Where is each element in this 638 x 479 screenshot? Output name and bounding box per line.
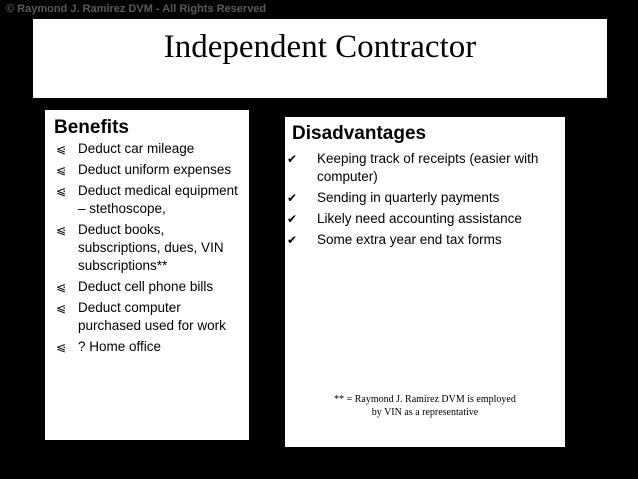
list-item [55,278,247,296]
list-item-text: Deduct uniform expenses [78,162,232,177]
slide-title: Independent Contractor [163,29,477,65]
list-item [55,140,247,158]
list-item [55,299,247,335]
list-item-text: ? Home office [78,339,162,354]
list-item-text: Deduct car mileage [78,141,195,156]
flag-bullet-icon: ⩿ [56,301,67,315]
list-item [55,338,247,356]
disadvantages-list [285,150,560,252]
flag-bullet-icon: ⩿ [56,223,67,237]
list-item-text: Likely need accounting assistance [317,211,522,226]
list-item-text: Deduct computer purchased used for work [78,300,226,333]
title-banner [33,19,607,98]
flag-bullet-icon: ⩿ [56,280,67,294]
checkmark-bullet-icon: ✔ [287,152,298,166]
benefits-panel [45,110,249,440]
footnote [285,393,565,419]
list-item [55,221,247,275]
list-item-text: Some extra year end tax forms [317,232,502,247]
checkmark-bullet-icon: ✔ [287,191,298,205]
list-item-text: Deduct medical equipment – stethoscope, [78,183,238,216]
list-item [285,150,560,186]
list-item [285,231,560,249]
benefits-heading: Benefits [54,117,129,138]
checkmark-bullet-icon: ✔ [287,212,298,226]
flag-bullet-icon: ⩿ [56,163,67,177]
list-item-text: Sending in quarterly payments [317,190,500,205]
footnote-line-2: by VIN as a representative [371,407,479,418]
list-item [285,189,560,207]
flag-bullet-icon: ⩿ [56,340,67,354]
copyright-notice: © Raymond J. Ramirez DVM - All Rights Reserved [6,3,267,15]
flag-bullet-icon: ⩿ [56,142,67,156]
benefits-list [55,140,247,359]
disadvantages-panel [285,117,565,447]
footnote-line-1: ** = Raymond J. Ramirez DVM is employed [334,394,516,405]
checkmark-bullet-icon: ✔ [287,233,298,247]
disadvantages-heading: Disadvantages [292,123,427,144]
list-item [55,182,247,218]
list-item-text: Keeping track of receipts (easier with computer) [317,151,539,184]
flag-bullet-icon: ⩿ [56,184,67,198]
list-item [285,210,560,228]
list-item [55,161,247,179]
list-item-text: Deduct books, subscriptions, dues, VIN subscriptions** [78,222,224,273]
list-item-text: Deduct cell phone bills [78,279,214,294]
